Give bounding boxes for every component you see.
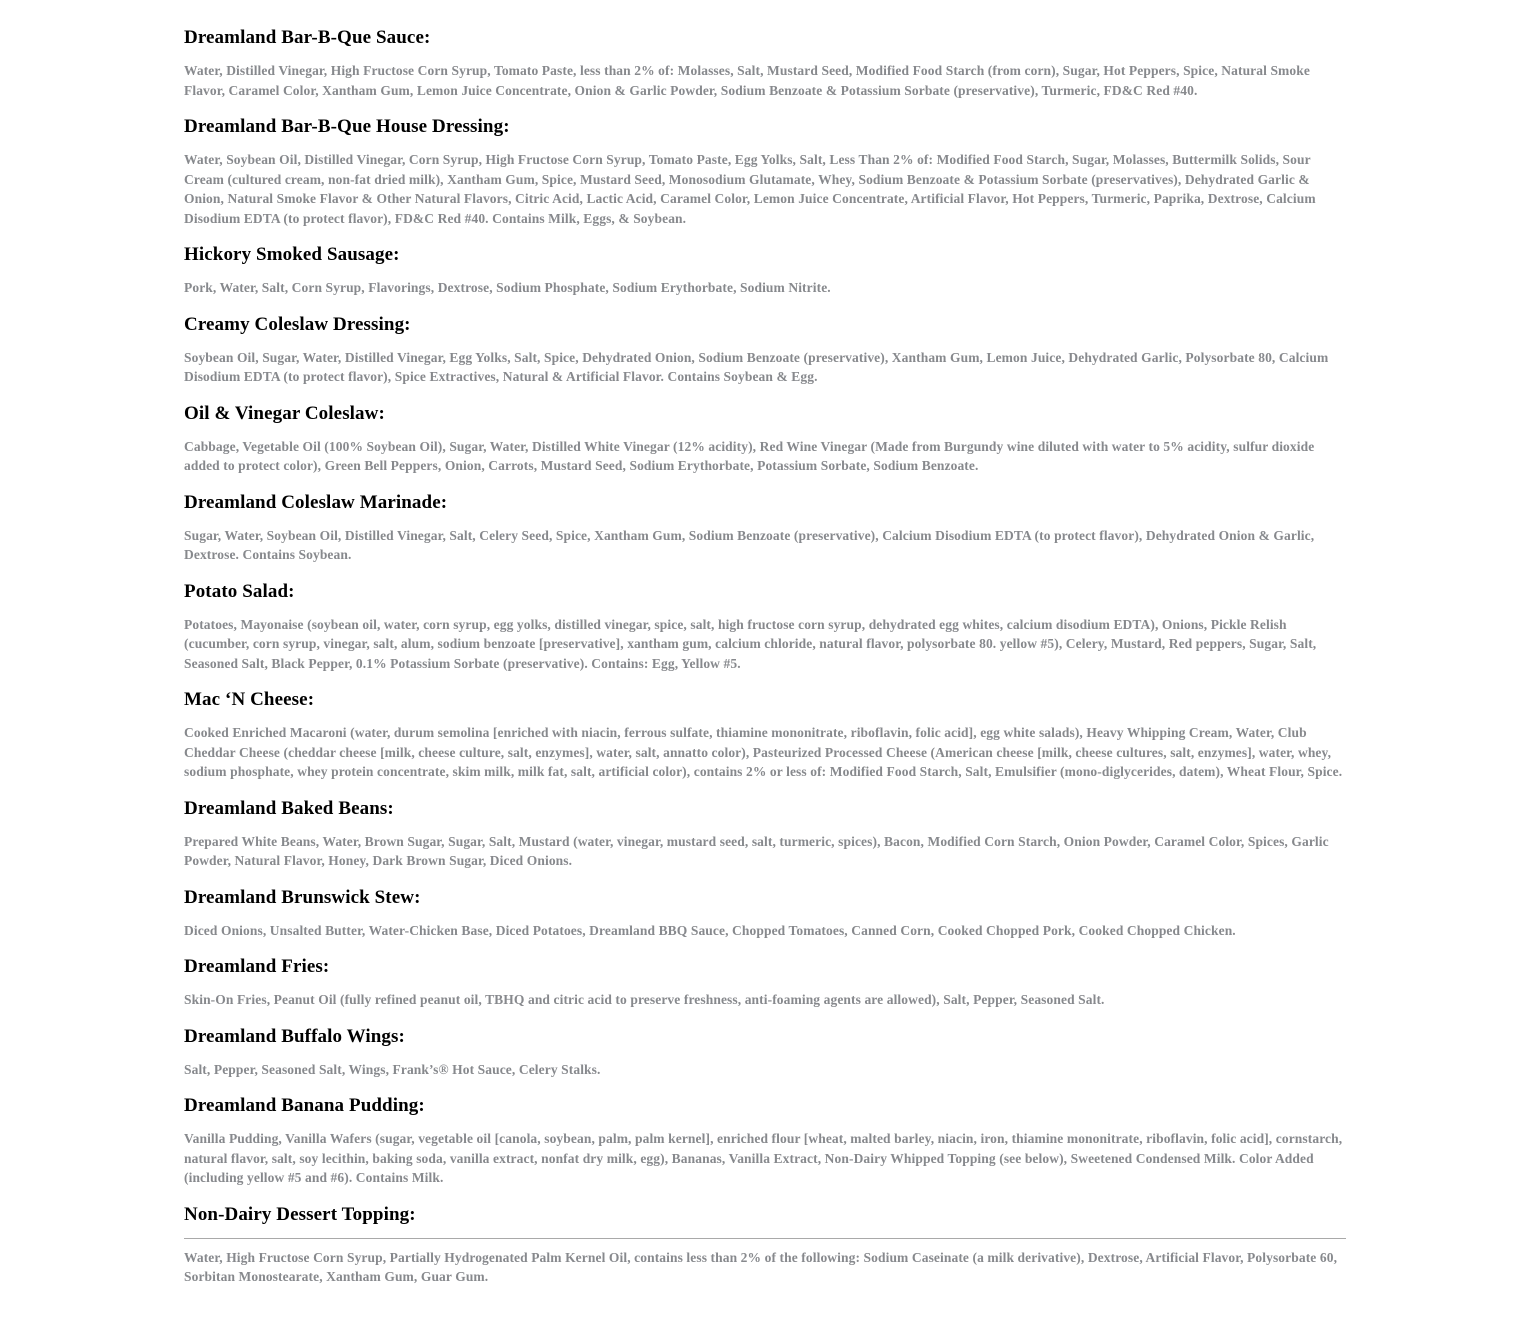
section-ingredients-text: Salt, Pepper, Seasoned Salt, Wings, Frank’s® Hot Sauce, Celery Stalks. <box>184 1061 601 1077</box>
section-title: Dreamland Baked Beans: <box>184 797 394 819</box>
section-ingredients-text: Diced Onions, Unsalted Butter, Water-Chicken Base, Diced Potatoes, Dreamland BBQ Sauce, Chopped Tomatoes, Canned Corn, Cooked Chopped Pork, Cooked Chopped Chicken. <box>184 922 1236 938</box>
section-title: Mac ‘N Cheese: <box>184 689 315 710</box>
section-ingredients-text: Prepared White Beans, Water, Brown Sugar, Sugar, Salt, Mustard (water, vinegar, mustard seed, salt, turmeric, spices), Bacon, Modified Corn Starch, Onion Powder, Caramel Color, Spices, Garlic Powder, Natural Flavor, Honey, Dark Brown Sugar, Diced Onions. <box>184 833 1329 868</box>
section-title: Dreamland Brunswick Stew: <box>184 886 421 908</box>
ingredient-section <box>184 886 1346 941</box>
ingredient-section <box>184 688 1346 782</box>
section-title: Dreamland Fries: <box>184 956 330 977</box>
section-ingredients-text: Water, Distilled Vinegar, High Fructose Corn Syrup, Tomato Paste, less than 2% of: Molasses, Salt, Mustard Seed, Modified Food Starch (from corn), Sugar, Hot Peppers, Spice, Natural Smoke Flavor, Caramel Color, Xantham Gum, Lemon Juice Concentrate, Onion & Garlic Powder, Sodium Benzoate & Potassium Sorbate (preservative), Turmeric, FD&C Red #40. <box>184 63 1310 98</box>
section-ingredients-text: Cooked Enriched Macaroni (water, durum semolina [enriched with niacin, ferrous sulfate, thiamine mononitrate, riboflavin, folic acid], egg white salads), Heavy Whipping Cream, Water, Club Cheddar Cheese (cheddar cheese [milk, cheese culture, salt, enzymes], water, salt, annatto color), Pasteurized Processed Cheese (American cheese [milk, cheese cultures, salt, enzymes], water, whey, sodium phosphate, whey protein concentrate, skim milk, milk fat, salt, artificial color), contains 2% or less of: Modified Food Starch, Salt, Emulsifier (mono-diglycerides, datem), Wheat Flour, Spice. <box>184 725 1343 779</box>
ingredient-section <box>184 115 1346 228</box>
sections-container <box>184 26 1346 1287</box>
ingredient-section <box>184 313 1346 387</box>
section-title: Oil & Vinegar Coleslaw: <box>184 402 385 424</box>
section-ingredients-text: Soybean Oil, Sugar, Water, Distilled Vinegar, Egg Yolks, Salt, Spice, Dehydrated Onion, Sodium Benzoate (preservative), Xantham Gum, Lemon Juice, Dehydrated Garlic, Polysorbate 80, Calcium Disodium EDTA (to protect flavor), Spice Extractives, Natural & Artificial Flavor. Contains Soybean & Egg. <box>184 349 1329 384</box>
section-title: Creamy Coleslaw Dressing: <box>184 313 411 335</box>
section-title: Dreamland Bar-B-Que House Dressing: <box>184 116 510 137</box>
section-title: Potato Salad: <box>184 580 295 602</box>
section-ingredients-text: Pork, Water, Salt, Corn Syrup, Flavorings, Dextrose, Sodium Phosphate, Sodium Erythorbate, Sodium Nitrite. <box>184 280 831 295</box>
ingredient-section <box>184 402 1346 476</box>
section-title: Dreamland Banana Pudding: <box>184 1095 425 1116</box>
section-title: Non-Dairy Dessert Topping: <box>184 1203 416 1225</box>
ingredient-section <box>184 1094 1346 1188</box>
section-title: Dreamland Coleslaw Marinade: <box>184 491 448 513</box>
section-divider <box>184 1238 1346 1239</box>
section-ingredients-text: Water, High Fructose Corn Syrup, Partially Hydrogenated Palm Kernel Oil, contains less than 2% of the following: Sodium Caseinate (a milk derivative), Dextrose, Artificial Flavor, Polysorbate 60, Sorbitan Monostearate, Xantham Gum, Guar Gum. <box>184 1249 1338 1284</box>
section-ingredients-text: Skin-On Fries, Peanut Oil (fully refined peanut oil, TBHQ and citric acid to preserve freshness, anti-foaming agents are allowed), Salt, Pepper, Seasoned Salt. <box>184 992 1105 1007</box>
ingredient-section <box>184 580 1346 674</box>
section-ingredients-text: Vanilla Pudding, Vanilla Wafers (sugar, vegetable oil [canola, soybean, palm, palm kernel], enriched flour [wheat, malted barley, niacin, iron, thiamine mononitrate, riboflavin, folic acid], cornstarch, natural flavor, salt, soy lecithin, baking soda, vanilla extract, nonfat dry milk, egg), Bananas, Vanilla Extract, Non-Dairy Whipped Topping (see below), Sweetened Condensed Milk. Color Added (including yellow #5 and #6). Contains Milk. <box>184 1131 1343 1185</box>
section-title: Hickory Smoked Sausage: <box>184 244 400 265</box>
section-ingredients-text: Cabbage, Vegetable Oil (100% Soybean Oil), Sugar, Water, Distilled White Vinegar (12% acidity), Red Wine Vinegar (Made from Burgundy wine diluted with water to 5% acidity, sulfur dioxide added to protect color), Green Bell Peppers, Onion, Carrots, Mustard Seed, Sodium Erythorbate, Potassium Sorbate, Sodium Benzoate. <box>184 438 1315 473</box>
ingredient-section <box>184 955 1346 1010</box>
ingredient-section <box>184 1203 1346 1287</box>
ingredient-section <box>184 797 1346 871</box>
section-ingredients-text: Potatoes, Mayonaise (soybean oil, water, corn syrup, egg yolks, distilled vinegar, spice, salt, high fructose corn syrup, dehydrated egg whites, calcium disodium EDTA), Onions, Pickle Relish (cucumber, corn syrup, vinegar, salt, alum, sodium benzoate [preservative], xantham gum, calcium chloride, natural flavor, polysorbate 80. yellow #5), Celery, Mustard, Red peppers, Sugar, Salt, Seasoned Salt, Black Pepper, 0.1% Potassium Sorbate (preservative). Contains: Egg, Yellow #5. <box>184 616 1317 671</box>
section-ingredients-text: Water, Soybean Oil, Distilled Vinegar, Corn Syrup, High Fructose Corn Syrup, Tomato Paste, Egg Yolks, Salt, Less Than 2% of: Modified Food Starch, Sugar, Molasses, Buttermilk Solids, Sour Cream (cultured cream, non-fat dried milk), Xantham Gum, Spice, Mustard Seed, Monosodium Glutamate, Whey, Sodium Benzoate & Potassium Sorbate (preservatives), Dehydrated Garlic & Onion, Natural Smoke Flavor & Other Natural Flavors, Citric Acid, Lactic Acid, Caramel Color, Lemon Juice Concentrate, Artificial Flavor, Hot Peppers, Turmeric, Paprika, Dextrose, Calcium Disodium EDTA (to protect flavor), FD&C Red #40. Contains Milk, Eggs, & Soybean. <box>184 152 1316 226</box>
section-title: Dreamland Bar-B-Que Sauce: <box>184 27 431 48</box>
section-title: Dreamland Buffalo Wings: <box>184 1025 405 1047</box>
ingredient-section <box>184 491 1346 565</box>
section-ingredients-text: Sugar, Water, Soybean Oil, Distilled Vinegar, Salt, Celery Seed, Spice, Xantham Gum, Sodium Benzoate (preservative), Calcium Disodium EDTA (to protect flavor), Dehydrated Onion & Garlic, Dextrose. Contains Soybean. <box>184 527 1315 562</box>
ingredient-section <box>184 1025 1346 1080</box>
ingredient-section <box>184 26 1346 100</box>
ingredient-section <box>184 243 1346 298</box>
